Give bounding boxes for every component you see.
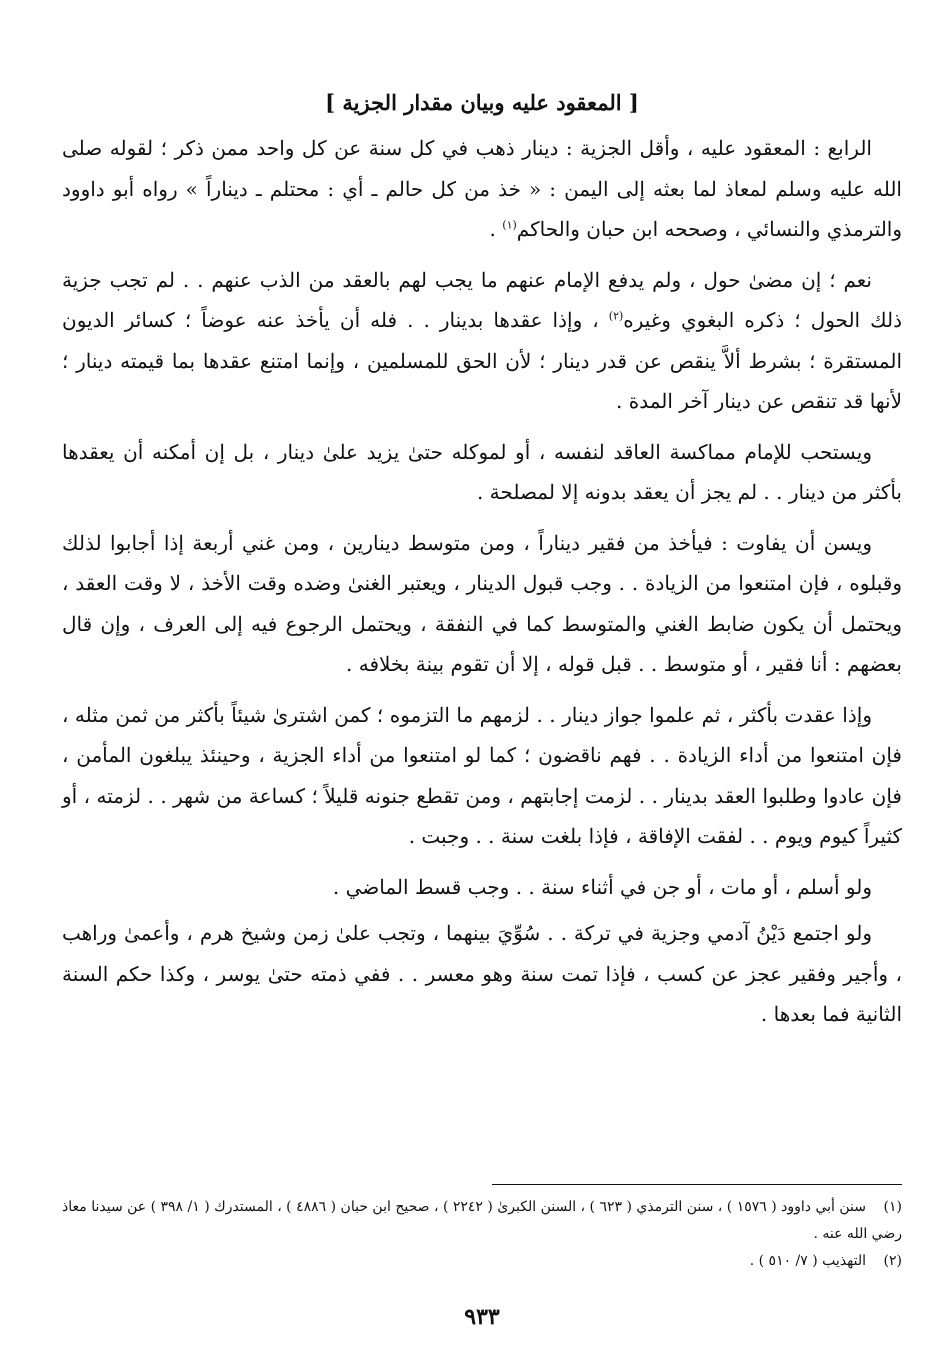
footnote-divider xyxy=(492,1184,902,1185)
paragraph-1-text: الرابع : المعقود عليه ، وأقل الجزية : دينار ذهب في كل سنة عن كل واحد ممن ذكر ؛ لقوله صلى الله عليه وسلم لمعاذ لما بعثه إلى اليمن : « خذ من كل حالم ـ أي : محتلم ـ ديناراً » رواه أبو داوود والترمذي والنسائي ، وصححه ابن حبان والحاكم xyxy=(62,136,902,241)
paragraph-1 xyxy=(62,128,902,250)
paragraph-2 xyxy=(62,260,902,422)
book-page xyxy=(62,86,903,1330)
page-number: ٩٣٣ xyxy=(464,1304,500,1330)
footnote-2-text: التهذيب ( ٧/ ٥١٠ ) . xyxy=(749,1253,866,1269)
paragraph-5: وإذا عقدت بأكثر ، ثم علموا جواز دينار . . لزمهم ما التزموه ؛ كمن اشترىٰ شيئاً بأكثر من ثمن مثله ، فإن امتنعوا من أداء الزيادة . . فهم ناقضون ؛ كما لو امتنعوا من أداء الجزية ، وحينئذ يبلغون المأمن ، فإن عادوا وطلبوا العقد بدينار . . لزمت إجابتهم ، ومن تقطع جنونه قليلاً ؛ كساعة من شهر . . لزمته ، أو كثيراً كيوم ويوم . . لفقت الإفاقة ، فإذا بلغت سنة . . وجبت . xyxy=(62,702,902,848)
paragraph-6: ولو أسلم ، أو مات ، أو جن في أثناء سنة . . وجب قسط الماضي . xyxy=(332,874,872,899)
footnote-ref-2: (٢) xyxy=(608,309,624,323)
footnote-1 xyxy=(62,1194,902,1248)
paragraph-3: ويستحب للإمام مماكسة العاقد لنفسه ، أو لموكله حتىٰ يزيد علىٰ دينار ، بل إن أمكنه أن يعقدها بأكثر من دينار . . لم يجز أن يعقد بدونه إلا لمصلحة . xyxy=(62,439,902,504)
footnote-2-number: (٢) xyxy=(883,1253,902,1269)
footnote-1-text: سنن أبي داوود ( ١٥٧٦ ) ، سنن الترمذي ( ٦٢٣ ) ، السنن الكبرىٰ ( ٢٢٤٢ ) ، صحيح ابن حبان ( ٤٨٨٦ ) ، المستدرك ( ١/ ٣٩٨ ) عن سيدنا معاذ رضي الله عنه . xyxy=(62,1199,902,1242)
paragraph-4: ويسن أن يفاوت : فيأخذ من فقير ديناراً ، ومن متوسط دينارين ، ومن غني أربعة إذا أجابوا لذلك وقبلوه ، فإن امتنعوا من الزيادة . . وجب قبول الدينار ، ويعتبر الغنىٰ وضده وقت الأخذ ، لا وقت العقد ، ويحتمل أن يكون ضابط الغني والمتوسط كما في النفقة ، ويحتمل الرجوع فيه إلى العرف ، وإن قال بعضهم : أنا فقير ، أو متوسط . . قبل قوله ، إلا أن تقوم بينة بخلافه . xyxy=(62,530,902,676)
footnotes xyxy=(62,1184,902,1275)
paragraph-2-text: نعم ؛ إن مضىٰ حول ، ولم يدفع الإمام عنهم ما يجب لهم بالعقد من الذب عنهم . . لم تجب جزية ذلك الحول ؛ ذكره البغوي وغيره xyxy=(62,267,903,332)
footnote-1-number: (١) xyxy=(883,1199,902,1215)
section-heading: [ المعقود عليه وبيان مقدار الجزية ] xyxy=(325,90,639,115)
footnote-2 xyxy=(62,1248,902,1275)
paragraph-1-end: . xyxy=(489,217,503,241)
paragraph-2-rest: ، وإذا عقدها بدينار . . فله أن يأخذ عنه عوضاً ؛ كسائر الديون المستقرة ؛ بشرط ألاَّ ينقص عن قدر دينار ؛ لأن الحق للمسلمين ، وإنما امتنع عقدها بما قيمته دينار ؛ لأنها قد تنقص عن دينار آخر المدة . xyxy=(62,308,902,413)
paragraph-7: ولو اجتمع دَيْنُ آدمي وجزية في تركة . . سُوِّيَ بينهما ، وتجب علىٰ زمن وشيخ هرم ، وأعمىٰ وراهب ، وأجير وفقير عجز عن كسب ، فإذا تمت سنة وهو معسر . . ففي ذمته حتىٰ يوسر ، وكذا حكم السنة الثانية فما بعدها . xyxy=(62,921,902,1026)
footnote-ref-1: (١) xyxy=(502,218,517,232)
